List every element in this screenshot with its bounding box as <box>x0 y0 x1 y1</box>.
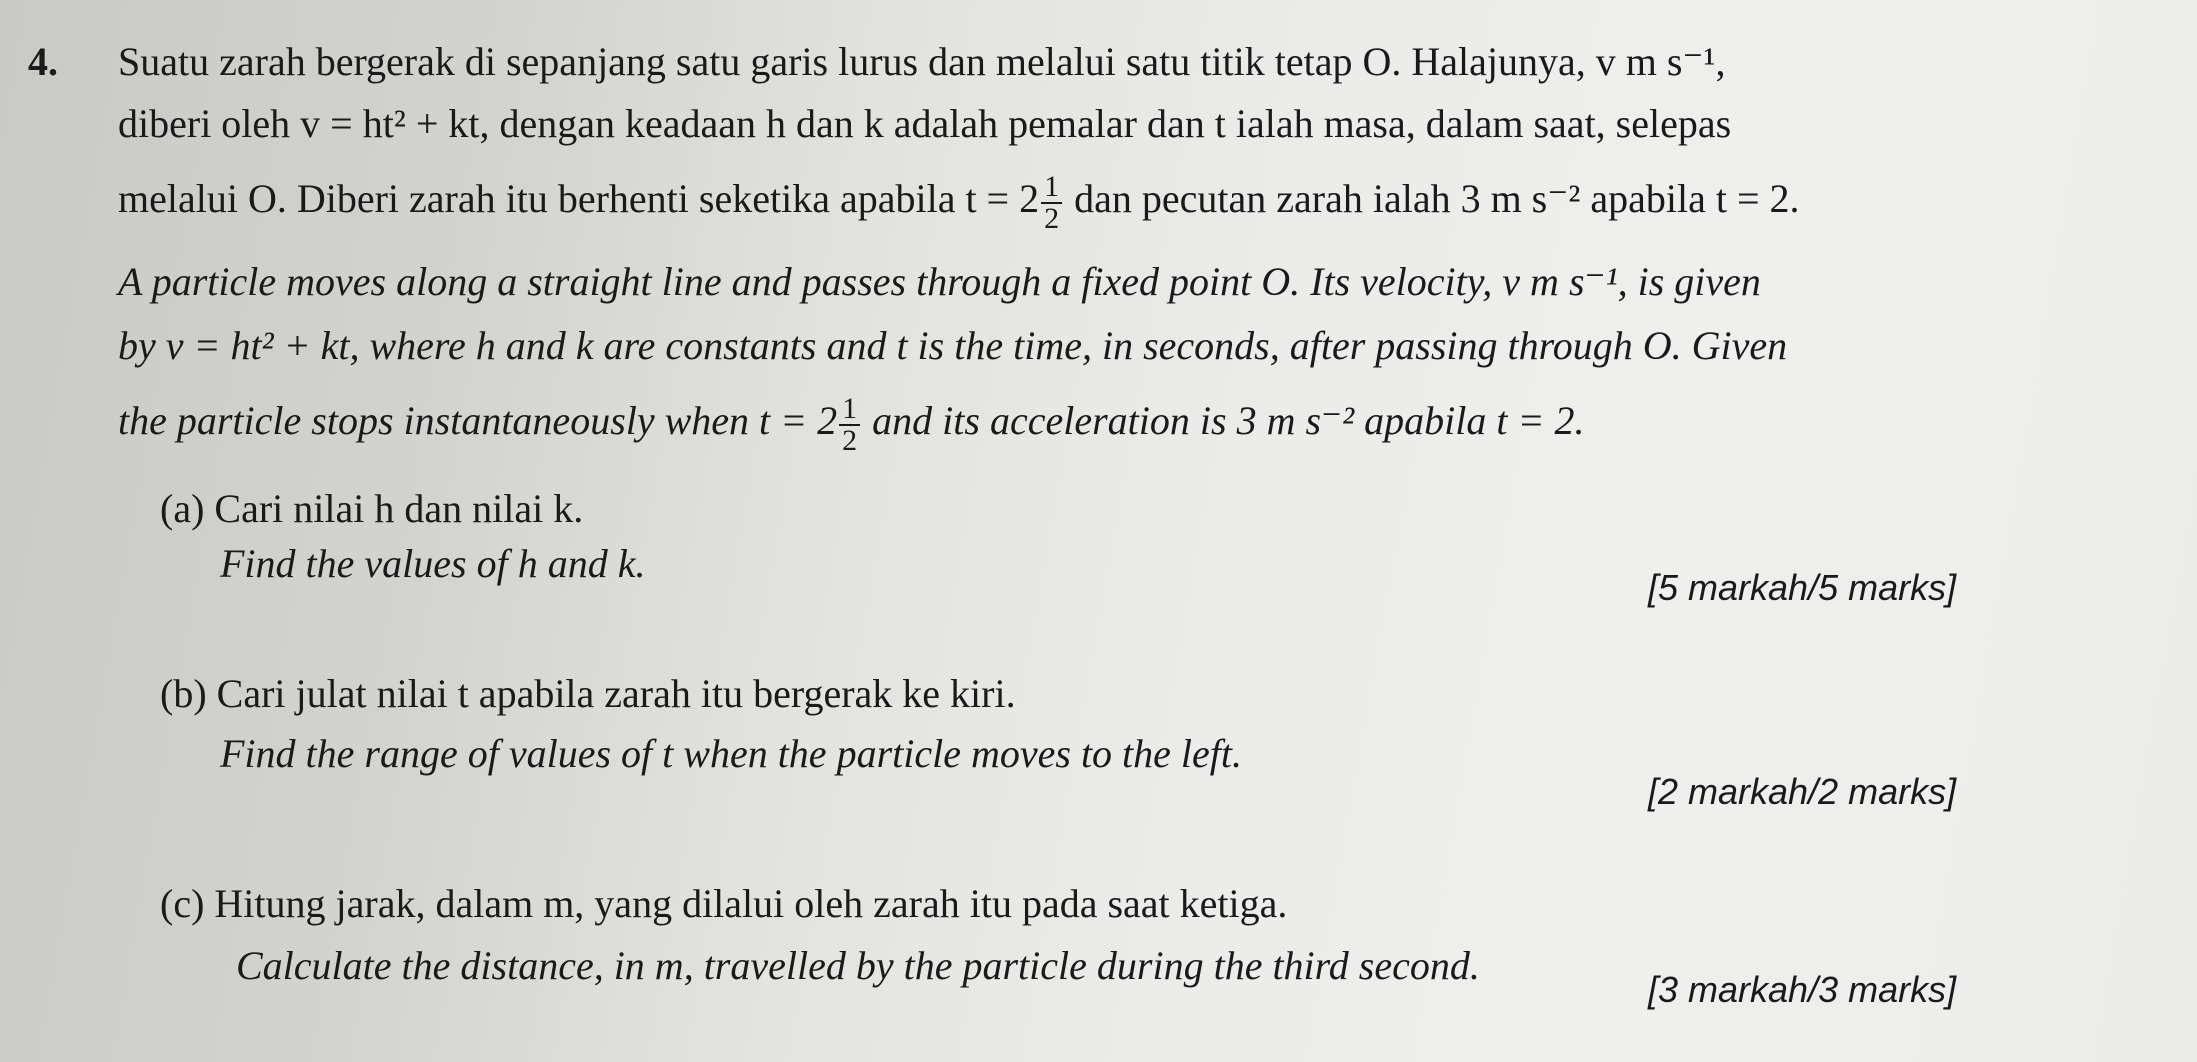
part-b-english: Find the range of values of t when the particle moves to the left. <box>220 731 1243 776</box>
part-b-malay <box>160 670 1016 718</box>
part-a-english: Find the values of h and k. <box>220 541 646 586</box>
english-line-1: A particle moves along a straight line and passes through a fixed point O. Its velocity, v m s⁻¹, is given <box>118 259 1761 304</box>
fraction-numerator-en: 1 <box>839 394 860 426</box>
malay-line-3-tail: dan pecutan zarah ialah 3 m s⁻² apabila t = 2. <box>1074 176 1800 222</box>
question-number: 4. <box>28 39 58 84</box>
english-line-3 <box>118 394 1584 456</box>
english-line-3-text: the particle stops instantaneously when t = 2 <box>118 398 838 444</box>
malay-line-3 <box>118 172 1800 234</box>
malay-line-1: Suatu zarah bergerak di sepanjang satu garis lurus dan melalui satu titik tetap O. Halajunya, v m s⁻¹, <box>118 39 1726 84</box>
part-b-marks: [2 markah/2 marks] <box>1648 771 1957 812</box>
fraction-half-en <box>839 394 860 456</box>
fraction-denominator-en: 2 <box>842 424 858 457</box>
english-line-3-tail: and its acceleration is 3 m s⁻² apabila t = 2. <box>872 398 1585 444</box>
fraction-numerator: 1 <box>1041 172 1062 204</box>
malay-line-2: diberi oleh v = ht² + kt, dengan keadaan h dan k adalah pemalar dan t ialah masa, dalam saat, selepas <box>118 101 1732 146</box>
part-a-marks: [5 markah/5 marks] <box>1648 567 1957 608</box>
malay-line-3-text: melalui O. Diberi zarah itu berhenti seketika apabila t = 2 <box>118 176 1040 222</box>
part-a-label: (a) <box>160 486 205 531</box>
part-a-malay <box>160 485 583 533</box>
part-c-label: (c) <box>160 881 205 926</box>
fraction-half <box>1041 172 1062 234</box>
fraction-denominator: 2 <box>1044 202 1060 235</box>
part-b-label: (b) <box>160 671 207 716</box>
part-c-marks: [3 markah/3 marks] <box>1648 969 1957 1010</box>
part-a-malay-text: Cari nilai h dan nilai k. <box>214 486 584 531</box>
english-line-2: by v = ht² + kt, where h and k are constants and t is the time, in seconds, after passing through O. Given <box>118 323 1788 368</box>
part-c-malay-text: Hitung jarak, dalam m, yang dilalui oleh zarah itu pada saat ketiga. <box>214 881 1288 926</box>
part-c-english: Calculate the distance, in m, travelled by the particle during the third second. <box>236 943 1480 988</box>
part-c-malay <box>160 880 1287 928</box>
part-b-malay-text: Cari julat nilai t apabila zarah itu bergerak ke kiri. <box>216 671 1016 716</box>
